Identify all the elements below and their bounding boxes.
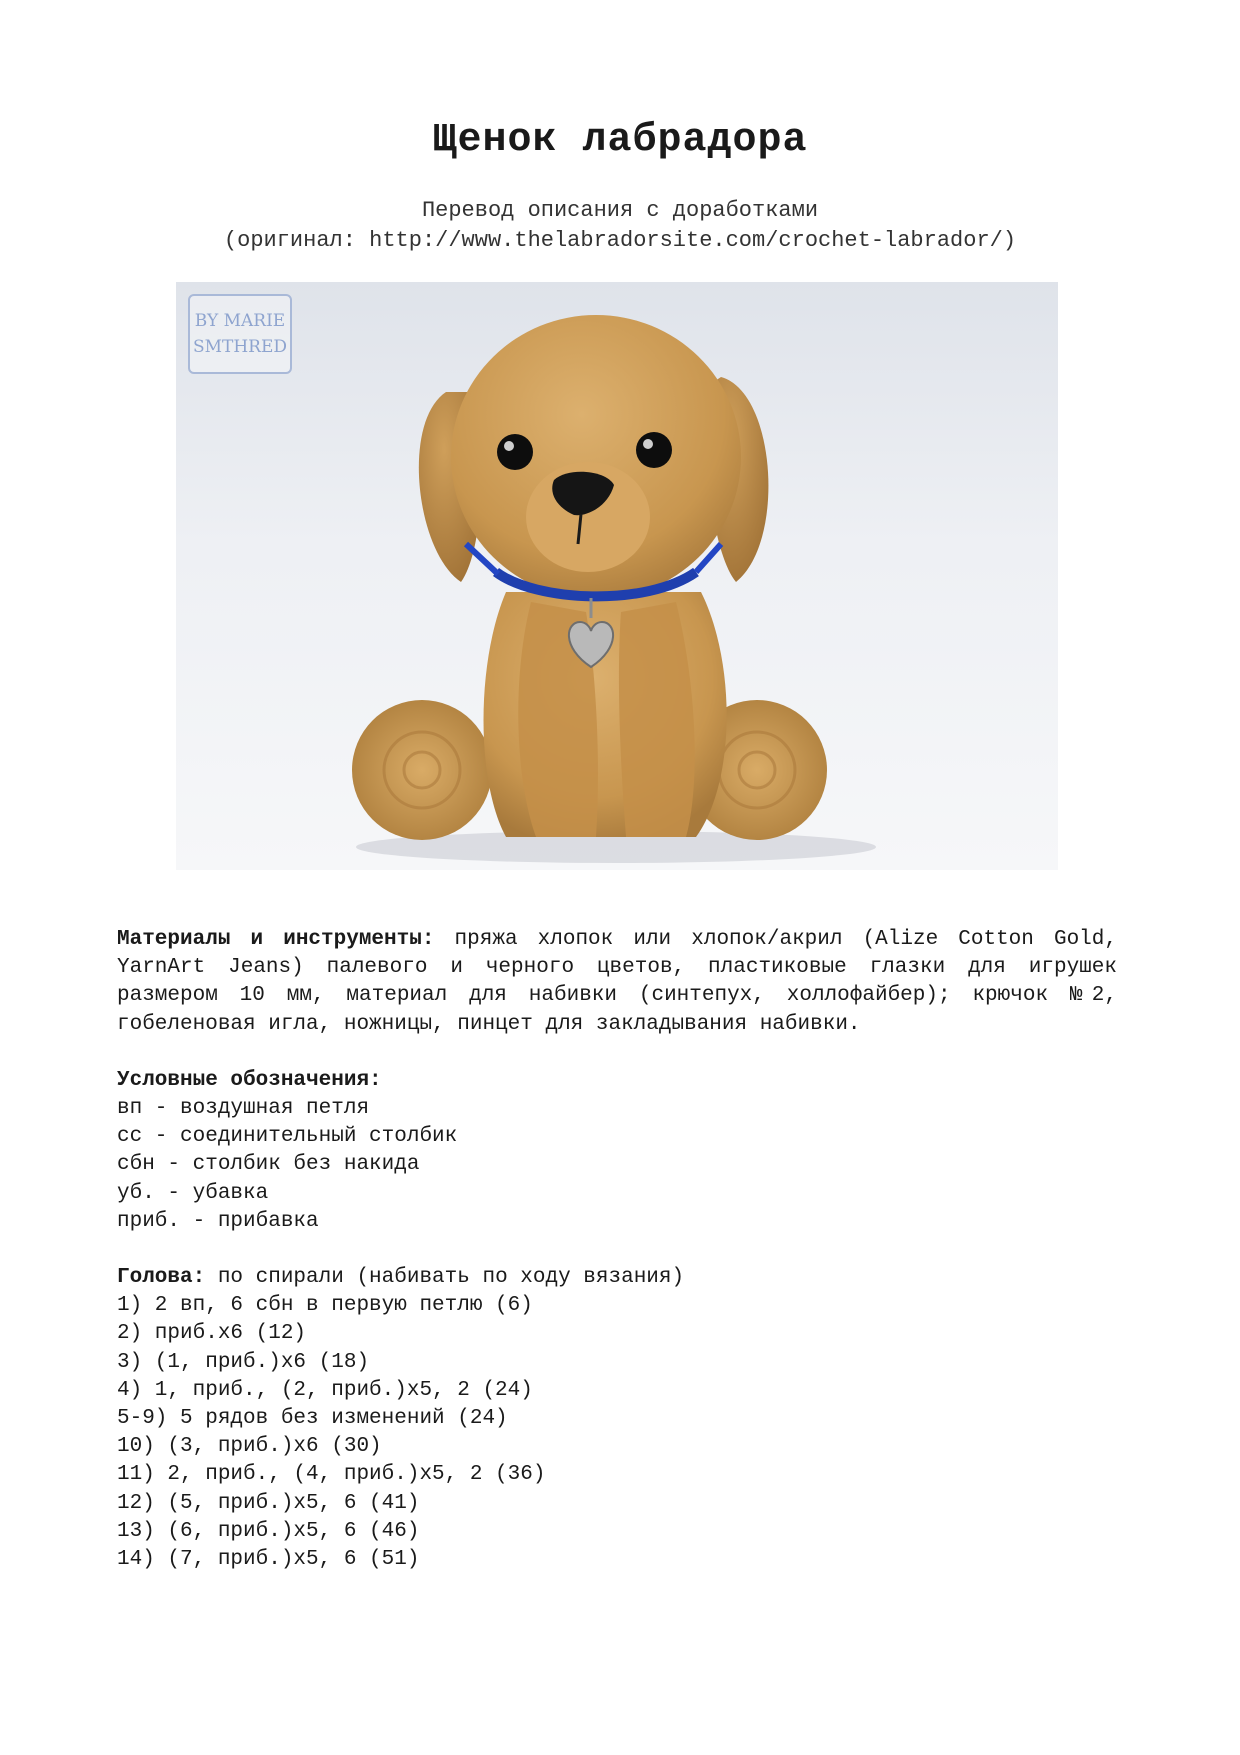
- pattern-row: 3) (1, приб.)х6 (18): [117, 1350, 370, 1374]
- head-label: Голова:: [117, 1266, 206, 1290]
- legend-item: сс - соединительный столбик: [117, 1125, 458, 1149]
- subtitle-source-link[interactable]: (оригинал: http://www.thelabradorsite.com/crochet-labrador/): [223, 228, 1017, 253]
- legend-item: приб. - прибавка: [117, 1209, 319, 1233]
- materials-text: пряжа хлопок или хлопок/акрил (Alize Cotton Gold, YarnArt Jeans) палевого и черного цветов, пластиковые глазки для игрушек размером 10 мм, материал для набивки (синтепух, холлофайбер); крючок №2, гобеленовая игла, ножницы, пинцет для закладывания набивки.: [117, 928, 1117, 1036]
- head-section: [117, 1264, 1117, 1574]
- watermark-line-1: BY MARIE: [194, 311, 286, 331]
- head-heading: [117, 1264, 1117, 1292]
- pattern-row: 4) 1, приб., (2, приб.)х5, 2 (24): [117, 1378, 533, 1402]
- subtitle-line-1: Перевод описания с доработками: [421, 198, 819, 223]
- head-intro: по спирали (набивать по ходу вязания): [205, 1266, 685, 1290]
- subtitle: [0, 196, 1240, 256]
- labrador-toy-photo: [176, 282, 1058, 870]
- legend-item: уб. - убавка: [117, 1181, 269, 1205]
- pattern-row: 12) (5, приб.)х5, 6 (41): [117, 1491, 420, 1515]
- labrador-toy-illustration: [176, 282, 1058, 870]
- legend-section: [117, 1067, 1117, 1236]
- photo-watermark: [188, 294, 292, 374]
- pattern-row: 2) приб.х6 (12): [117, 1322, 307, 1346]
- page-title: Щенок лабрадора: [432, 118, 808, 163]
- pattern-row: 11) 2, приб., (4, приб.)х5, 2 (36): [117, 1463, 546, 1487]
- legend-item: вп - воздушная петля: [117, 1097, 370, 1121]
- pattern-row: 14) (7, приб.)х5, 6 (51): [117, 1548, 420, 1572]
- materials-label: Материалы и инструменты:: [117, 928, 435, 951]
- watermark-line-2: SMTHRED: [192, 337, 288, 357]
- materials-paragraph: [117, 926, 1117, 1039]
- document-body: [117, 926, 1117, 1602]
- pattern-row: 5-9) 5 рядов без изменений (24): [117, 1407, 508, 1431]
- legend-label: Условные обозначения:: [117, 1068, 382, 1092]
- pattern-row: 1) 2 вп, 6 сбн в первую петлю (6): [117, 1294, 533, 1318]
- pattern-row: 13) (6, приб.)х5, 6 (46): [117, 1519, 420, 1543]
- legend-item: сбн - столбик без накида: [117, 1153, 420, 1177]
- pattern-row: 10) (3, приб.)х6 (30): [117, 1435, 382, 1459]
